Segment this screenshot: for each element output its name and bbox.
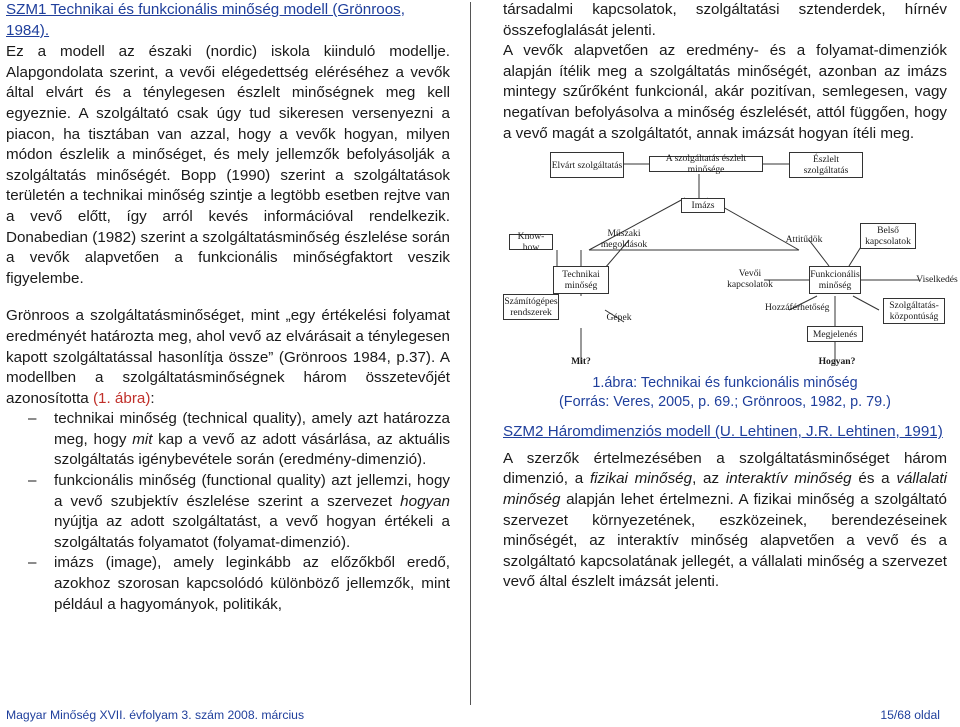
accessibility-label: Hozzáférhetőség <box>765 302 830 314</box>
quality-model-diagram <box>499 150 959 412</box>
list-item: – funkcionális minőség (functional quality) azt jellemzi, hogy a vevő szubjektív észlelése szerint a szervezet hogyan nyújtja az adott szolgáltatást, a vevő hogyan értékeli a szolgáltatás folyamatot (folyamat-dimenzió). <box>28 472 450 551</box>
machines-label: Gépek <box>606 312 632 324</box>
appearance-box: Megjelenés <box>807 326 863 342</box>
tech-solutions-label: Műszaki megoldások <box>600 228 648 251</box>
figure-reference[interactable]: (1. ábra) <box>92 389 151 407</box>
left-column <box>6 0 450 615</box>
how-label: Hogyan? <box>818 356 856 368</box>
perceived-service-box: Észlelt szolgáltatás <box>789 152 863 178</box>
section-heading-szm2: SZM2 Háromdimenziós modell (U. Lehtinen, J.R. Lehtinen, 1991) <box>503 423 943 441</box>
behaviour-label: Viselkedés <box>916 274 958 286</box>
know-how-box: Know-how <box>509 234 553 250</box>
list-item: – technikai minőség (technical quality), amely azt határozza meg, hogy mit kap a vevő az adott vásárlása, az aktuális szolgáltatás igénybevétele során (eredmény-dimenzió). <box>28 410 450 469</box>
paragraph-intro: Ez a modell az északi (nordic) iskola kiinduló modellje. Alapgondolata szerint, a vevői elégedettség eléréséhez a vevők által elvárt és a ténylegesen észlelt minőségnek meg kell egyeznie. A szolgáltató csak úgy tud sikeresen versenyezni a piacon, ha tisztában van azzal, hogy a vevők hogyan, milyen módon észlelik a minőséget, és mely jellemzők befolyásolják a szolgáltatás minőségét. Bopp (1990) szerint a szolgáltatások területén a technikai minőség szintje a legtöbb esetben rejtve van a vevő előtt, így arról kevés információval rendelkezik. Donabedian (1982) szerint a szolgáltatásminőség észlelése során a vevők alapvetően a funkcionális minőségfaktort veszik figyelembe. <box>6 43 450 287</box>
section-heading-szm1: SZM1 Technikai és funkcionális minőség modell (Grönroos, 1984). <box>6 1 405 39</box>
perceived-quality-box: A szolgáltatás észlelt minősége <box>649 156 763 172</box>
image-box: Imázs <box>681 198 725 213</box>
computer-systems-box: Számítógépes rendszerek <box>504 296 558 319</box>
figure-caption-title: 1.ábra: Technikai és funkcionális minőség <box>592 375 858 392</box>
expected-service-box: Elvárt szolgáltatás <box>550 152 624 178</box>
paragraph-evaluation: A vevők alapvetően az eredmény- és a folyamat-dimenziók alapján ítélik meg a szolgáltatás minőségét, azonban az imázs mintegy szűrőként funkcionál, akár pozitívan, semlegesen, vagy negatívan befolyásolva a minőség észlelését, attól függően, hogy a vevő magát a szolgáltatót, annak imázsát hogyan ítéli meg. <box>503 42 947 142</box>
paragraph-definition: Grönroos a szolgáltatásminőséget, mint „egy értékelési folyamat eredményét határozta meg, ahol vevő az elvárásait a ténylegesen kapott szolgáltatással hasonlítja össze” (Grönroos 1984, p.37). A modellben a szolgáltatásminőségnek három összetevőjét azonosította (1. ábra): <box>6 307 450 407</box>
service-mindedness-box: Szolgáltatás-központúság <box>883 298 945 324</box>
technical-quality-box: Technikai minőség <box>553 266 609 294</box>
figure-caption-source: (Forrás: Veres, 2005, p. 69.; Grönroos, 1982, p. 79.) <box>559 394 891 411</box>
what-label: Mit? <box>571 356 591 368</box>
attitudes-label: Attitűdök <box>785 234 823 246</box>
right-column <box>503 0 958 593</box>
column-divider <box>470 2 471 705</box>
functional-quality-box: Funkcionális minőség <box>809 266 861 294</box>
paragraph-continuation: társadalmi kapcsolatok, szolgáltatási sztenderdek, hírnév összefoglalását jelenti. <box>503 1 947 39</box>
footer-page-number: 15/68 oldal <box>880 708 940 722</box>
internal-relations-box: Belső kapcsolatok <box>860 223 916 249</box>
list-item: – imázs (image), amely leginkább az előzőkből eredő, azokhoz szorosan kapcsolódó különböző jellemzők, mint például a hagyományok, politikák, <box>28 554 450 613</box>
components-list <box>6 409 450 615</box>
customer-contacts-label: Vevői kapcsolatok <box>727 268 773 291</box>
footer-journal: Magyar Minőség XVII. évfolyam 3. szám 2008. március <box>6 708 305 722</box>
paragraph-three-dimensions: A szerzők értelmezésében a szolgáltatásminőséget három dimenzió, a fizikai minőség, az interaktív minőség és a vállalati minőség alapján lehet értelmezni. A fizikai minőség a szolgáltató szervezet környezetének, eszközeinek, berendezéseinek minőségét, az interaktív minőség alapvetően a vevő és a szolgáltató kapcsolatának jellegét, a vállalati minőség a szervezet vevő által észlelt imázsát jelenti. <box>503 449 948 591</box>
